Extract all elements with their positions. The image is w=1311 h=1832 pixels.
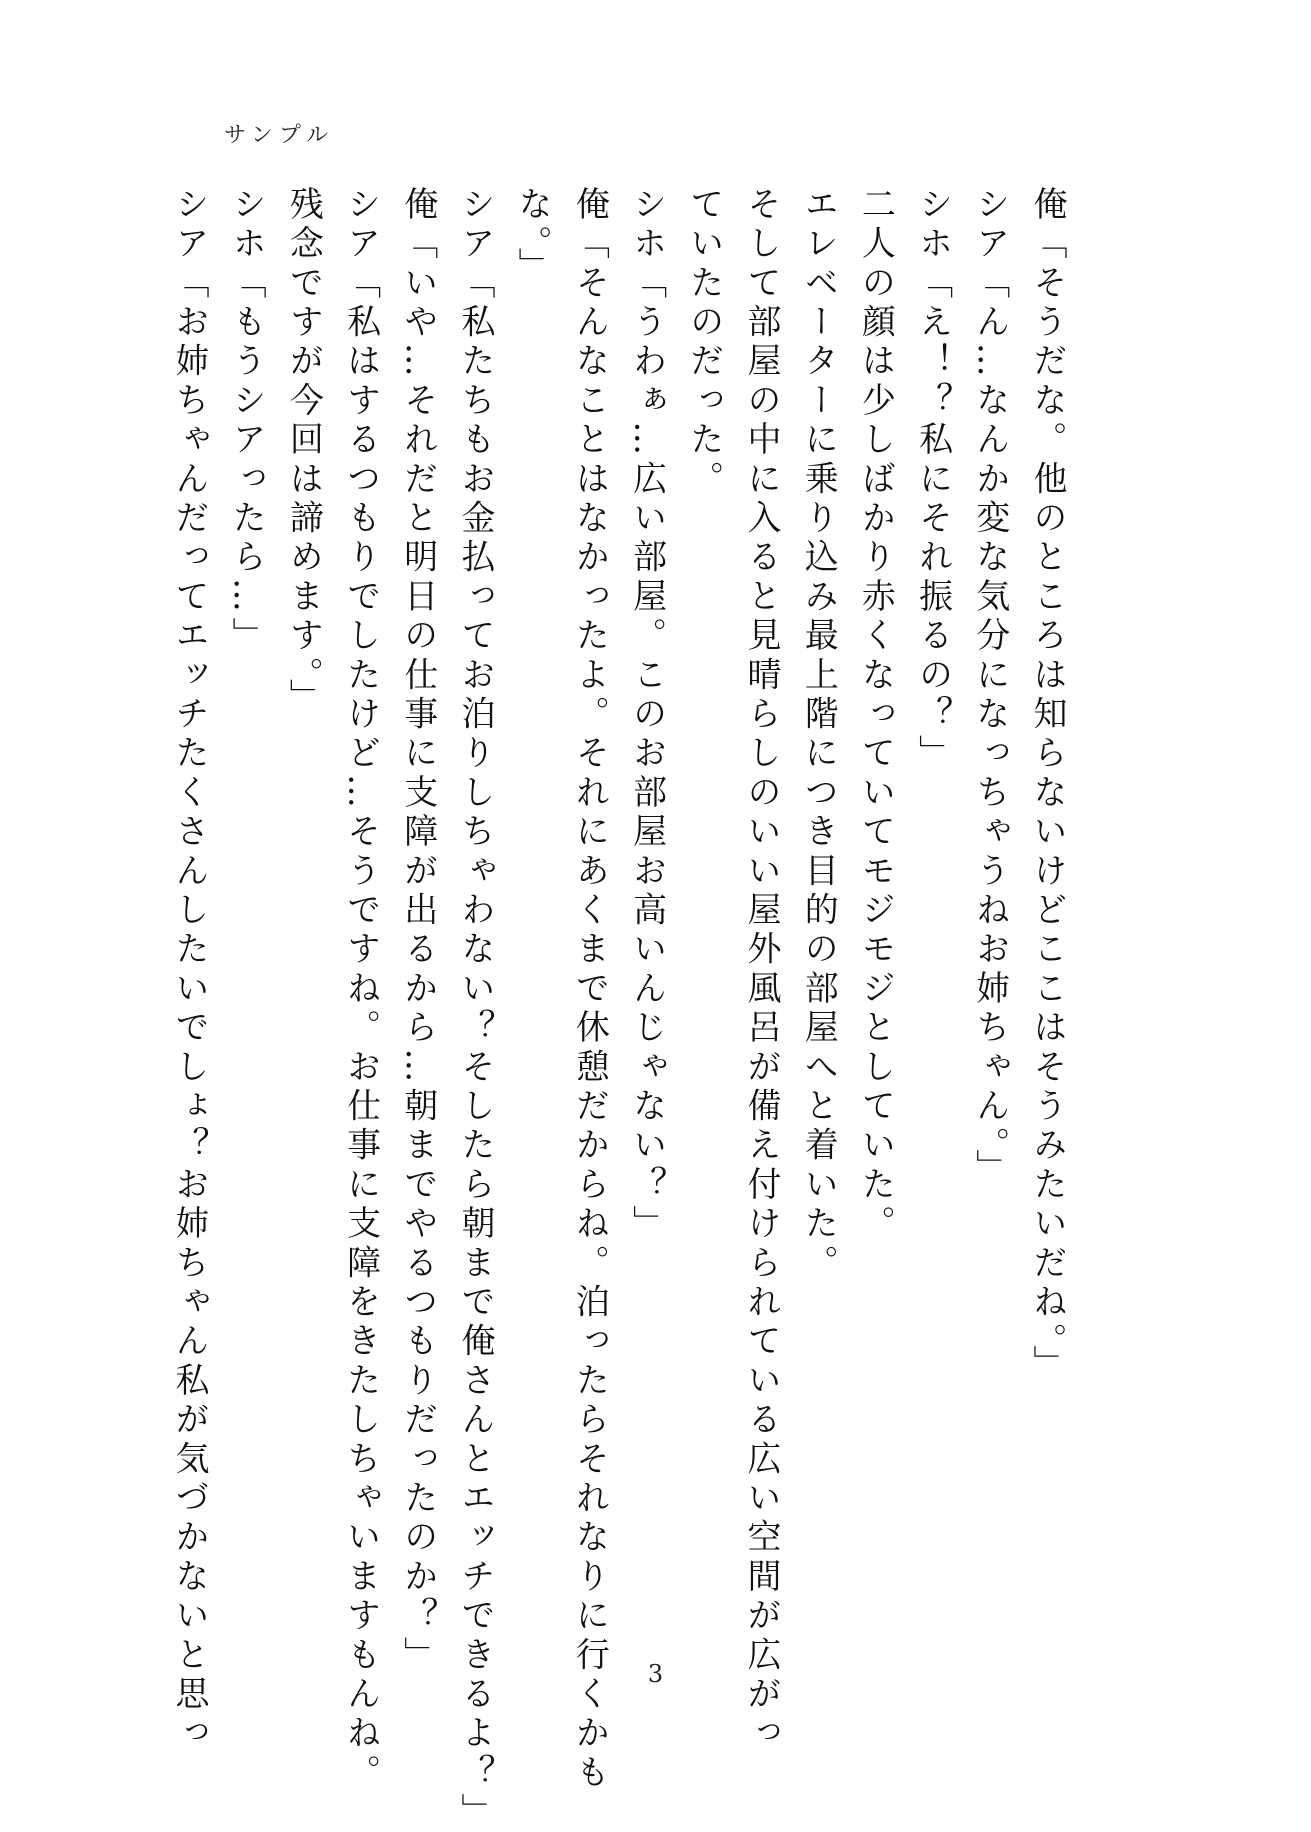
text-line: シア「ん…なんか変な気分になっちゃうねお姉ちゃん。」 [969,186,1010,1189]
text-line: シホ「もうシアったら…」 [226,186,267,657]
text-line: シア「私たちもお金払ってお泊りしちゃわない？そしたら朝まで俺さんとエッチできるよ？」 [454,186,495,1832]
text-line: 俺「そんなことはなかったよ。それにあくまで休憩だからね。泊ったらそれなりに行くかも [569,186,610,1794]
text-line: 二人の顔は少しばかり赤くなっていてモジモジとしていた。 [855,186,896,1245]
text-line: 残念ですが今回は諦めます。」 [283,186,324,718]
text-line: シホ「うわぁ…広い部屋。このお部屋お高いんじゃない？」 [626,186,667,1245]
text-line: 俺「そうだな。他のところは知らないけどここはそうみたいだね。」 [1027,186,1067,1385]
vertical-body-text [160,186,1075,1832]
text-line: 俺「いや…それだと明日の仕事に支障が出るから…朝までやるつもりだったのか？」 [397,186,438,1676]
page-number: 3 [647,1660,664,1688]
page-header: サンプル [224,123,335,148]
text-line: ていたのだった。 [683,186,724,500]
text-line: そして部屋の中に入ると見晴らしのいい屋外風呂が備え付けられている広い空間が広がっ [740,186,781,1754]
text-line: シア「お姉ちゃんだってエッチたくさんしたいでしょ？お姉ちゃん私が気づかないと思っ [168,186,209,1754]
text-line: エレベーターに乗り込み最上階につき目的の部屋へと着いた。 [798,186,839,1284]
text-line: シホ「え！？私にそれ振るの？」 [912,186,953,774]
text-line: な。」 [512,186,553,287]
text-line: シア「私はするつもりでしたけど…そうですね。お仕事に支障をきたしちゃいますもんね。 [340,186,381,1794]
